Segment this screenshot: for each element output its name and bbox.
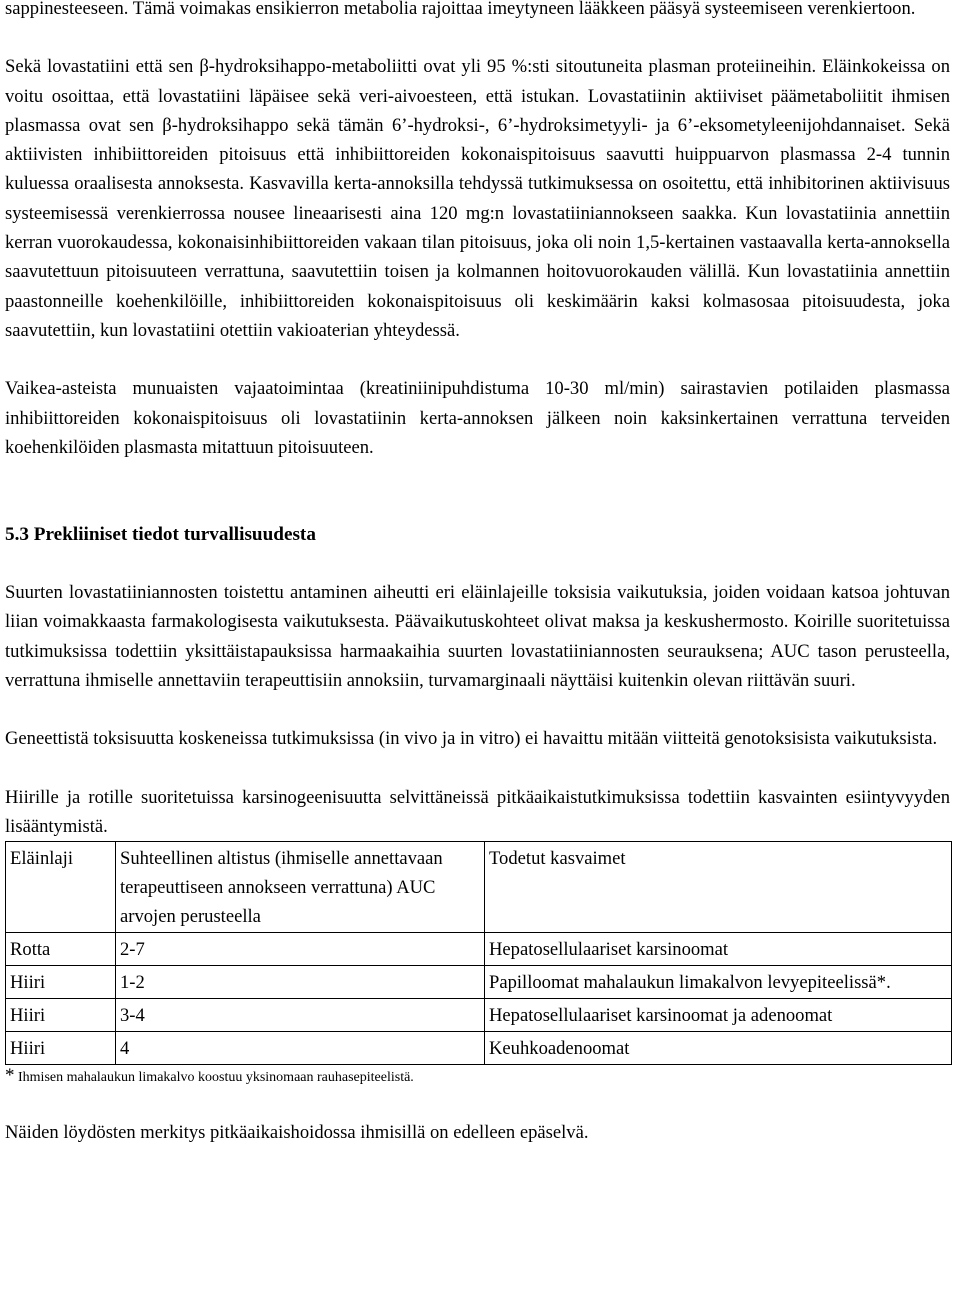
- table-row: [6, 1032, 952, 1065]
- table-cell: Hiiri: [6, 966, 116, 999]
- table-cell: Hiiri: [6, 999, 116, 1032]
- table-header-cell: Suhteellinen altistus (ihmiselle annettavaan terapeuttiseen annokseen verrattuna) AUC arvojen perusteella: [116, 842, 485, 933]
- table-cell: 1-2: [116, 966, 485, 999]
- table-header-cell: Todetut kasvaimet: [485, 842, 952, 933]
- paragraph-renal-impairment: Vaikea-asteista munuaisten vajaatoimintaa (kreatiniinipuhdistuma 10-30 ml/min) sairastavien potilaiden plasmassa inhibiittoreiden kokonaispitoisuus oli lovastatiinin kerta-annoksen jälkeen noin kaksinkertainen verrattuna terveiden koehenkilöiden plasmasta mitattuun pitoisuuteen.: [5, 378, 950, 458]
- paragraph-absorption-end: sappinesteeseen. Tämä voimakas ensikierron metabolia rajoittaa imeytyneen lääkkeen pääsyä systeemiseen verenkiertoon.: [5, 0, 916, 19]
- table-header-cell: Eläinlaji: [6, 842, 116, 933]
- tumor-table: [5, 841, 952, 1065]
- table-row: [6, 999, 952, 1032]
- paragraph-conclusion: Näiden löydösten merkitys pitkäaikaishoidossa ihmisillä on edelleen epäselvä.: [5, 1122, 589, 1144]
- footnote-marker: *: [5, 1065, 15, 1087]
- table-header-row: [6, 842, 952, 933]
- table-cell: 2-7: [116, 933, 485, 966]
- table-cell: 4: [116, 1032, 485, 1065]
- table-footnote: [5, 1065, 950, 1089]
- table-cell: Hepatosellulaariset karsinoomat ja adenoomat: [485, 999, 952, 1032]
- table-cell: Rotta: [6, 933, 116, 966]
- section-title: Prekliiniset tiedot turvallisuudesta: [33, 524, 316, 546]
- table-row: [6, 966, 952, 999]
- section-number: 5.3: [5, 524, 29, 546]
- table-cell: Keuhkoadenoomat: [485, 1032, 952, 1065]
- table-cell: 3-4: [116, 999, 485, 1032]
- paragraph-carcinogenicity: Hiirille ja rotille suoritetuissa karsinogeenisuutta selvittäneissä pitkäaikaistutkimuksissa todettiin kasvainten esiintyvyyden lisääntymistä.: [5, 786, 950, 837]
- paragraph-genotoxicity: Geneettistä toksisuutta koskeneissa tutkimuksissa (in vivo ja in vitro) ei havaittu mitään viitteitä genotoksisista vaikutuksista.: [5, 728, 938, 750]
- table-row: [6, 933, 952, 966]
- footnote-text: Ihmisen mahalaukun limakalvo koostuu yksinomaan rauhasepiteelistä.: [18, 1070, 414, 1086]
- table-cell: Hepatosellulaariset karsinoomat: [485, 933, 952, 966]
- table-cell: Hiiri: [6, 1032, 116, 1065]
- paragraph-distribution: Sekä lovastatiini että sen β-hydroksihappo-metaboliitti ovat yli 95 %:sti sitoutuneita plasman proteiineihin. Eläinkokeissa on voitu osoittaa, että lovastatiini läpäisee sekä veri-aivoesteen, että istukan. Lovastatiinin aktiiviset päämetaboliitit ihmisen plasmassa ovat sen β-hydroksihappo sekä tämän 6’-hydroksi-, 6’-hydroksimetyyli- ja 6’-eksometyleenijohdannaiset. Sekä aktiivisten inhibiittoreiden pitoisuus että inhibiittoreiden kokonaispitoisuus saavutti huippuarvon plasmassa 2-4 tunnin kuluessa oraalisesta annoksesta. Kasvavilla kerta-annoksilla tehdyssä tutkimuksessa on osoitettu, että inhibitorinen aktiivisuus systeemisessä verenkierrossa nousee lineaarisesti aina 120 mg:n lovastatiiniannokseen saakka. Kun lovastatiinia annettiin kerran vuorokaudessa, kokonaisinhibiittoreiden vakaan tilan pitoisuus, joka oli noin 1,5-kertainen vastaavalla kerta-annoksella saavutettuun pitoisuuteen verrattuna, saavutettiin toisen ja kolmannen hoitovuorokauden välillä. Kun lovastatiinia annettiin paastonneille koehenkilöille, inhibiittoreiden kokonaispitoisuus oli keskimäärin kaksi kolmasosaa pitoisuudesta, joka saavutettiin, kun lovastatiini otettiin vakioaterian yhteydessä.: [5, 56, 950, 341]
- section-heading: [5, 520, 950, 549]
- paragraph-toxicity: Suurten lovastatiiniannosten toistettu antaminen aiheutti eri eläinlajeille toksisia vaikutuksia, joiden voidaan katsoa johtuvan liian voimakkaasta farmakologisesta vaikutuksesta. Päävaikutuskohteet olivat maksa ja keskushermosto. Koirille suoritetuissa tutkimuksissa todettiin yksittäistapauksissa harmaakaihia suurten lovastatiiniannosten seurauksena; AUC tason perusteella, verrattuna ihmiselle annettaviin terapeuttisiin annoksiin, turvamarginaali näyttäisi kuitenkin olevan riittävän suuri.: [5, 582, 950, 692]
- table-cell: Papilloomat mahalaukun limakalvon levyepiteelissä*.: [485, 966, 952, 999]
